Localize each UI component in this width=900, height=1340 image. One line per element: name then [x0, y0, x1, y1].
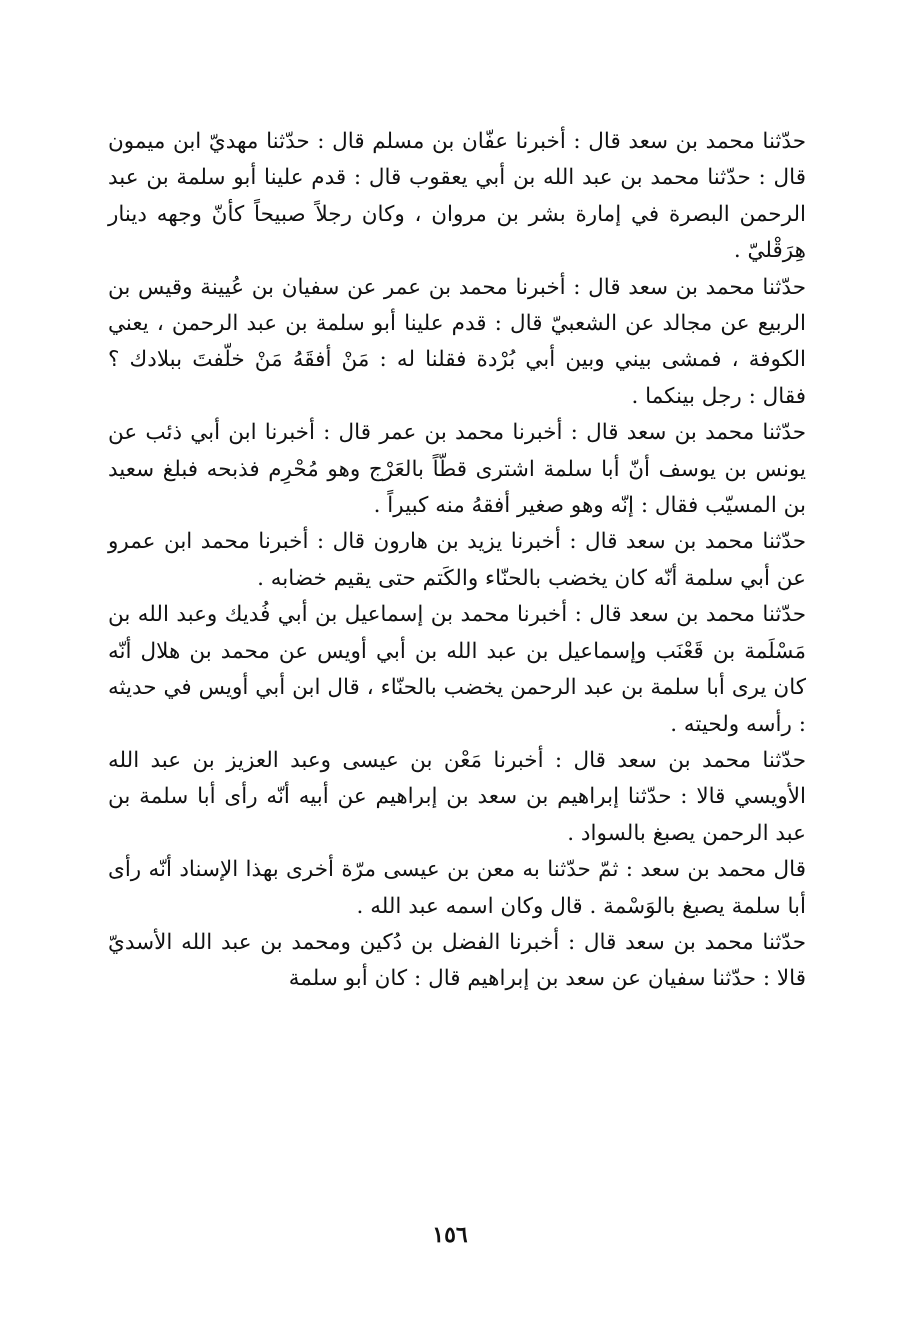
paragraph-5: حدّثنا محمد بن سعد قال : أخبرنا محمد بن إسماعيل بن أبي فُديك وعبد الله بن مَسْلَمة بن قَعْنَب وإسماعيل بن عبد الله بن أبي أويس عن محمد بن هلال أنّه كان يرى أبا سلمة بن عبد الرحمن يخضب بالحنّاء ، قال ابن أبي أويس في حديثه : رأسه ولحيته .: [108, 602, 806, 737]
paragraph-1: حدّثنا محمد بن سعد قال : أخبرنا عفّان بن مسلم قال : حدّثنا مهديّ ابن ميمون قال : حدّثنا محمد بن عبد الله بن أبي يعقوب قال : قدم علينا أبو سلمة بن عبد الرحمن البصرة في إمارة بشر بن مروان ، وكان رجلاً صبيحاً كأنّ وجهه دينار هِرَقْليّ .: [108, 129, 806, 264]
paragraph-3: حدّثنا محمد بن سعد قال : أخبرنا محمد بن عمر قال : أخبرنا ابن أبي ذئب عن يونس بن يوسف أنّ أبا سلمة اشترى قطّاً بالعَرْج وهو مُحْرِم فذبحه فبلغ سعيد بن المسيّب فقال : إنّه وهو صغير أفقهُ منه كبيراً .: [108, 420, 806, 519]
paragraph-7: قال محمد بن سعد : ثمّ حدّثنا به معن بن عيسى مرّة أخرى بهذا الإسناد أنّه رأى أبا سلمة يصبغ بالوَسْمة . قال وكان اسمه عبد الله .: [108, 857, 806, 919]
paragraph-4: حدّثنا محمد بن سعد قال : أخبرنا يزيد بن هارون قال : أخبرنا محمد ابن عمرو عن أبي سلمة أنّه كان يخضب بالحنّاء والكَتم حتى يقيم خضابه .: [108, 529, 806, 591]
paragraph-8: حدّثنا محمد بن سعد قال : أخبرنا الفضل بن دُكين ومحمد بن عبد الله الأسديّ قالا : حدّثنا سفيان عن سعد بن إبراهيم قال : كان أبو سلمة: [108, 929, 806, 992]
paragraph-2: حدّثنا محمد بن سعد قال : أخبرنا محمد بن عمر عن سفيان بن عُيينة وقيس بن الربيع عن مجالد عن الشعبيّ قال : قدم علينا أبو سلمة بن عبد الرحمن ، يعني الكوفة ، فمشى بيني وبين أبي بُرْدة فقلنا له : مَنْ أفقَهُ مَنْ خلّفتَ ببلادك ؟ فقال : رجل بينكما .: [108, 274, 806, 409]
paragraph-6: حدّثنا محمد بن سعد قال : أخبرنا مَعْن بن عيسى وعبد العزيز بن عبد الله الأويسي قالا : حدّثنا إبراهيم بن سعد بن إبراهيم عن أبيه أنّه رأى أبا سلمة بن عبد الرحمن يصبغ بالسواد .: [108, 747, 806, 846]
page-number: ١٥٦: [432, 1222, 468, 1248]
body-text: [108, 124, 806, 998]
